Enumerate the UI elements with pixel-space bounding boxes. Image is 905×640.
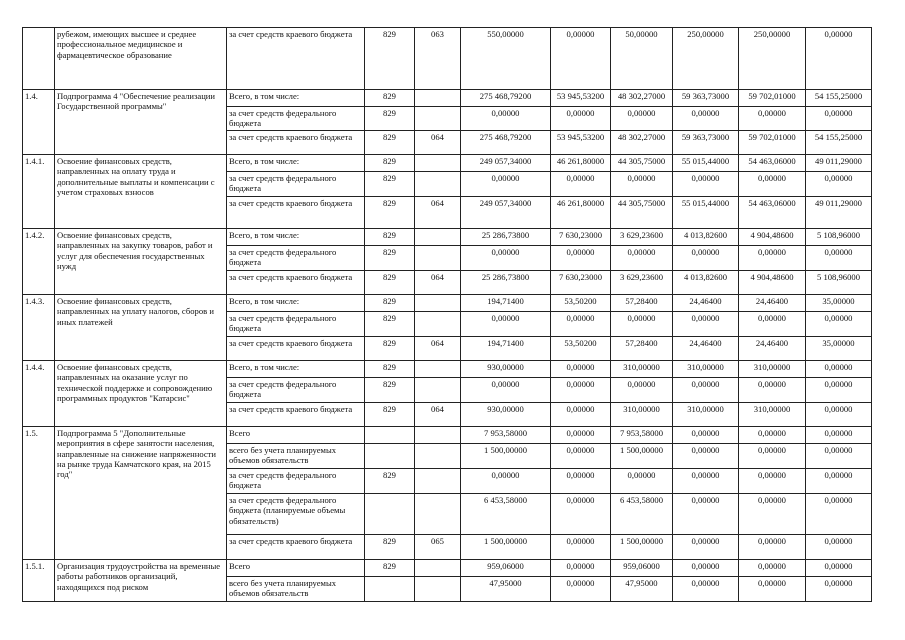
total-amount: 0,00000 <box>461 172 551 197</box>
year-amount: 7 630,23000 <box>551 271 611 295</box>
grbs-code <box>365 444 415 469</box>
target-code <box>415 427 461 444</box>
year-amount: 24,46400 <box>739 295 806 312</box>
year-amount: 0,00000 <box>673 444 739 469</box>
year-amount: 53,50200 <box>551 295 611 312</box>
year-amount: 46 261,80000 <box>551 197 611 229</box>
funding-source: Всего, в том числе: <box>227 361 365 378</box>
year-amount: 0,00000 <box>739 444 806 469</box>
year-amount: 0,00000 <box>673 469 739 494</box>
year-amount: 44 305,75000 <box>611 197 673 229</box>
year-amount: 0,00000 <box>551 172 611 197</box>
target-code: 065 <box>415 535 461 560</box>
grbs-code: 829 <box>365 246 415 271</box>
year-amount: 0,00000 <box>551 107 611 131</box>
total-amount: 275 468,79200 <box>461 90 551 107</box>
total-amount: 930,00000 <box>461 361 551 378</box>
year-amount: 0,00000 <box>551 28 611 90</box>
grbs-code: 829 <box>365 295 415 312</box>
grbs-code: 829 <box>365 90 415 107</box>
funding-source: за счет средств краевого бюджета <box>227 271 365 295</box>
year-amount: 0,00000 <box>739 427 806 444</box>
year-amount: 48 302,27000 <box>611 131 673 155</box>
funding-source: Всего, в том числе: <box>227 155 365 172</box>
year-amount: 59 363,73000 <box>673 131 739 155</box>
grbs-code <box>365 577 415 602</box>
year-amount: 310,00000 <box>673 361 739 378</box>
target-code <box>415 444 461 469</box>
year-amount: 0,00000 <box>673 494 739 535</box>
funding-source: за счет средств федерального бюджета <box>227 378 365 403</box>
year-amount: 46 261,80000 <box>551 155 611 172</box>
total-amount: 7 953,58000 <box>461 427 551 444</box>
total-amount: 0,00000 <box>461 378 551 403</box>
year-amount: 3 629,23600 <box>611 229 673 246</box>
total-amount: 550,00000 <box>461 28 551 90</box>
year-amount: 959,06000 <box>611 560 673 577</box>
grbs-code: 829 <box>365 560 415 577</box>
year-amount: 0,00000 <box>806 469 872 494</box>
total-amount: 0,00000 <box>461 107 551 131</box>
year-amount: 0,00000 <box>739 172 806 197</box>
total-amount: 0,00000 <box>461 246 551 271</box>
year-amount: 54 463,06000 <box>739 155 806 172</box>
measure-name: Освоение финансовых средств, направленных на уплату налогов, сборов и иных платежей <box>55 295 227 361</box>
total-amount: 47,95000 <box>461 577 551 602</box>
grbs-code: 829 <box>365 312 415 337</box>
year-amount: 53,50200 <box>551 337 611 361</box>
total-amount: 0,00000 <box>461 469 551 494</box>
year-amount: 4 904,48600 <box>739 229 806 246</box>
target-code <box>415 361 461 378</box>
grbs-code <box>365 427 415 444</box>
year-amount: 0,00000 <box>673 246 739 271</box>
year-amount: 0,00000 <box>806 444 872 469</box>
year-amount: 6 453,58000 <box>611 494 673 535</box>
year-amount: 49 011,29000 <box>806 155 872 172</box>
year-amount: 0,00000 <box>611 107 673 131</box>
total-amount: 25 286,73800 <box>461 229 551 246</box>
year-amount: 35,00000 <box>806 295 872 312</box>
year-amount: 0,00000 <box>806 378 872 403</box>
grbs-code: 829 <box>365 469 415 494</box>
target-code <box>415 229 461 246</box>
measure-name: Подпрограмма 4 "Обеспечение реализации Государственной программы" <box>55 90 227 155</box>
year-amount: 0,00000 <box>806 172 872 197</box>
grbs-code: 829 <box>365 535 415 560</box>
year-amount: 310,00000 <box>739 403 806 427</box>
year-amount: 4 013,82600 <box>673 271 739 295</box>
measure-name: Освоение финансовых средств, направленных на оказание услуг по технической поддержке и сопровождению программных продуктов "Катарсис" <box>55 361 227 427</box>
row-number: 1.5. <box>23 427 55 560</box>
year-amount: 0,00000 <box>806 246 872 271</box>
year-amount: 7 953,58000 <box>611 427 673 444</box>
funding-source: за счет средств краевого бюджета <box>227 535 365 560</box>
target-code <box>415 246 461 271</box>
grbs-code: 829 <box>365 337 415 361</box>
year-amount: 57,28400 <box>611 337 673 361</box>
target-code: 064 <box>415 131 461 155</box>
year-amount: 0,00000 <box>739 246 806 271</box>
table-row <box>23 155 872 172</box>
year-amount: 0,00000 <box>739 469 806 494</box>
year-amount: 0,00000 <box>551 312 611 337</box>
grbs-code <box>365 494 415 535</box>
year-amount: 5 108,96000 <box>806 271 872 295</box>
year-amount: 310,00000 <box>611 361 673 378</box>
row-number: 1.5.1. <box>23 560 55 602</box>
year-amount: 250,00000 <box>739 28 806 90</box>
target-code <box>415 107 461 131</box>
year-amount: 50,00000 <box>611 28 673 90</box>
year-amount: 24,46400 <box>673 295 739 312</box>
year-amount: 59 702,01000 <box>739 90 806 107</box>
grbs-code: 829 <box>365 361 415 378</box>
total-amount: 1 500,00000 <box>461 535 551 560</box>
target-code <box>415 560 461 577</box>
year-amount: 55 015,44000 <box>673 197 739 229</box>
funding-source: за счет средств федерального бюджета (планируемые объемы обязательств) <box>227 494 365 535</box>
target-code: 064 <box>415 337 461 361</box>
year-amount: 24,46400 <box>673 337 739 361</box>
year-amount: 0,00000 <box>673 535 739 560</box>
row-number: 1.4.1. <box>23 155 55 229</box>
grbs-code: 829 <box>365 107 415 131</box>
year-amount: 0,00000 <box>551 577 611 602</box>
total-amount: 0,00000 <box>461 312 551 337</box>
year-amount: 0,00000 <box>673 172 739 197</box>
total-amount: 275 468,79200 <box>461 131 551 155</box>
year-amount: 0,00000 <box>551 246 611 271</box>
year-amount: 0,00000 <box>806 312 872 337</box>
year-amount: 0,00000 <box>551 427 611 444</box>
target-code <box>415 90 461 107</box>
funding-source: за счет средств краевого бюджета <box>227 337 365 361</box>
grbs-code: 829 <box>365 197 415 229</box>
total-amount: 25 286,73800 <box>461 271 551 295</box>
funding-source: за счет средств федерального бюджета <box>227 172 365 197</box>
row-number: 1.4.4. <box>23 361 55 427</box>
year-amount: 0,00000 <box>806 577 872 602</box>
total-amount: 959,06000 <box>461 560 551 577</box>
funding-source: за счет средств федерального бюджета <box>227 469 365 494</box>
year-amount: 1 500,00000 <box>611 444 673 469</box>
total-amount: 1 500,00000 <box>461 444 551 469</box>
year-amount: 0,00000 <box>806 361 872 378</box>
year-amount: 0,00000 <box>551 560 611 577</box>
grbs-code: 829 <box>365 403 415 427</box>
budget-table <box>22 27 872 602</box>
year-amount: 0,00000 <box>739 535 806 560</box>
year-amount: 0,00000 <box>673 560 739 577</box>
year-amount: 0,00000 <box>739 494 806 535</box>
grbs-code: 829 <box>365 172 415 197</box>
year-amount: 0,00000 <box>551 378 611 403</box>
grbs-code: 829 <box>365 378 415 403</box>
year-amount: 0,00000 <box>611 378 673 403</box>
total-amount: 194,71400 <box>461 337 551 361</box>
target-code: 064 <box>415 271 461 295</box>
year-amount: 53 945,53200 <box>551 90 611 107</box>
year-amount: 1 500,00000 <box>611 535 673 560</box>
row-number <box>23 28 55 90</box>
funding-source: Всего <box>227 560 365 577</box>
funding-source: за счет средств краевого бюджета <box>227 403 365 427</box>
target-code <box>415 494 461 535</box>
grbs-code: 829 <box>365 229 415 246</box>
row-number: 1.4. <box>23 90 55 155</box>
year-amount: 0,00000 <box>551 494 611 535</box>
funding-source: за счет средств краевого бюджета <box>227 131 365 155</box>
year-amount: 0,00000 <box>611 469 673 494</box>
row-number: 1.4.3. <box>23 295 55 361</box>
year-amount: 0,00000 <box>806 427 872 444</box>
total-amount: 6 453,58000 <box>461 494 551 535</box>
year-amount: 55 015,44000 <box>673 155 739 172</box>
table-body <box>23 28 872 602</box>
table-row <box>23 28 872 90</box>
year-amount: 4 904,48600 <box>739 271 806 295</box>
year-amount: 54 155,25000 <box>806 90 872 107</box>
target-code <box>415 172 461 197</box>
grbs-code: 829 <box>365 28 415 90</box>
total-amount: 249 057,34000 <box>461 197 551 229</box>
total-amount: 930,00000 <box>461 403 551 427</box>
funding-source: за счет средств краевого бюджета <box>227 197 365 229</box>
year-amount: 54 463,06000 <box>739 197 806 229</box>
year-amount: 3 629,23600 <box>611 271 673 295</box>
target-code <box>415 295 461 312</box>
target-code: 064 <box>415 403 461 427</box>
funding-source: за счет средств федерального бюджета <box>227 107 365 131</box>
measure-name: Освоение финансовых средств, направленных на закупку товаров, работ и услуг для обеспечения государственных нужд <box>55 229 227 295</box>
year-amount: 250,00000 <box>673 28 739 90</box>
grbs-code: 829 <box>365 131 415 155</box>
year-amount: 0,00000 <box>673 107 739 131</box>
year-amount: 47,95000 <box>611 577 673 602</box>
year-amount: 57,28400 <box>611 295 673 312</box>
year-amount: 35,00000 <box>806 337 872 361</box>
measure-name: рубежом, имеющих высшее и среднее профессиональное медицинское и фармацевтическое образование <box>55 28 227 90</box>
year-amount: 0,00000 <box>806 28 872 90</box>
year-amount: 310,00000 <box>673 403 739 427</box>
table-row <box>23 560 872 577</box>
row-number: 1.4.2. <box>23 229 55 295</box>
year-amount: 48 302,27000 <box>611 90 673 107</box>
year-amount: 310,00000 <box>739 361 806 378</box>
table-row <box>23 361 872 378</box>
table-row <box>23 229 872 246</box>
year-amount: 5 108,96000 <box>806 229 872 246</box>
year-amount: 0,00000 <box>739 577 806 602</box>
grbs-code: 829 <box>365 271 415 295</box>
measure-name: Организация трудоустройства на временные работы работников организаций, находящихся под риском <box>55 560 227 602</box>
year-amount: 0,00000 <box>551 444 611 469</box>
target-code <box>415 312 461 337</box>
year-amount: 0,00000 <box>673 577 739 602</box>
year-amount: 54 155,25000 <box>806 131 872 155</box>
year-amount: 24,46400 <box>739 337 806 361</box>
table-row <box>23 427 872 444</box>
funding-source: Всего, в том числе: <box>227 295 365 312</box>
funding-source: Всего, в том числе: <box>227 229 365 246</box>
funding-source: всего без учета планируемых объемов обязательств <box>227 577 365 602</box>
target-code: 063 <box>415 28 461 90</box>
year-amount: 0,00000 <box>806 535 872 560</box>
measure-name: Освоение финансовых средств, направленных на оплату труда и дополнительные выплаты и компенсации с учетом страховых взносов <box>55 155 227 229</box>
year-amount: 0,00000 <box>551 403 611 427</box>
year-amount: 4 013,82600 <box>673 229 739 246</box>
funding-source: Всего, в том числе: <box>227 90 365 107</box>
funding-source: Всего <box>227 427 365 444</box>
table-row <box>23 295 872 312</box>
year-amount: 0,00000 <box>551 361 611 378</box>
table-row <box>23 90 872 107</box>
funding-source: за счет средств федерального бюджета <box>227 312 365 337</box>
year-amount: 49 011,29000 <box>806 197 872 229</box>
year-amount: 59 363,73000 <box>673 90 739 107</box>
year-amount: 0,00000 <box>551 535 611 560</box>
year-amount: 0,00000 <box>806 403 872 427</box>
year-amount: 0,00000 <box>739 560 806 577</box>
year-amount: 0,00000 <box>611 172 673 197</box>
target-code <box>415 469 461 494</box>
target-code <box>415 577 461 602</box>
funding-source: всего без учета планируемых объемов обязательств <box>227 444 365 469</box>
total-amount: 249 057,34000 <box>461 155 551 172</box>
year-amount: 310,00000 <box>611 403 673 427</box>
year-amount: 0,00000 <box>739 312 806 337</box>
year-amount: 0,00000 <box>611 312 673 337</box>
year-amount: 0,00000 <box>739 378 806 403</box>
year-amount: 0,00000 <box>806 107 872 131</box>
funding-source: за счет средств краевого бюджета <box>227 28 365 90</box>
year-amount: 0,00000 <box>806 494 872 535</box>
year-amount: 0,00000 <box>611 246 673 271</box>
measure-name: Подпрограмма 5 "Дополнительные мероприятия в сфере занятости населения, направленные на снижение напряженности на рынке труда Камчатского края, на 2015 год" <box>55 427 227 560</box>
target-code <box>415 155 461 172</box>
year-amount: 0,00000 <box>806 560 872 577</box>
year-amount: 0,00000 <box>673 312 739 337</box>
year-amount: 59 702,01000 <box>739 131 806 155</box>
year-amount: 7 630,23000 <box>551 229 611 246</box>
target-code <box>415 378 461 403</box>
year-amount: 0,00000 <box>739 107 806 131</box>
year-amount: 0,00000 <box>673 427 739 444</box>
total-amount: 194,71400 <box>461 295 551 312</box>
year-amount: 53 945,53200 <box>551 131 611 155</box>
year-amount: 44 305,75000 <box>611 155 673 172</box>
year-amount: 0,00000 <box>551 469 611 494</box>
target-code: 064 <box>415 197 461 229</box>
grbs-code: 829 <box>365 155 415 172</box>
funding-source: за счет средств федерального бюджета <box>227 246 365 271</box>
year-amount: 0,00000 <box>673 378 739 403</box>
